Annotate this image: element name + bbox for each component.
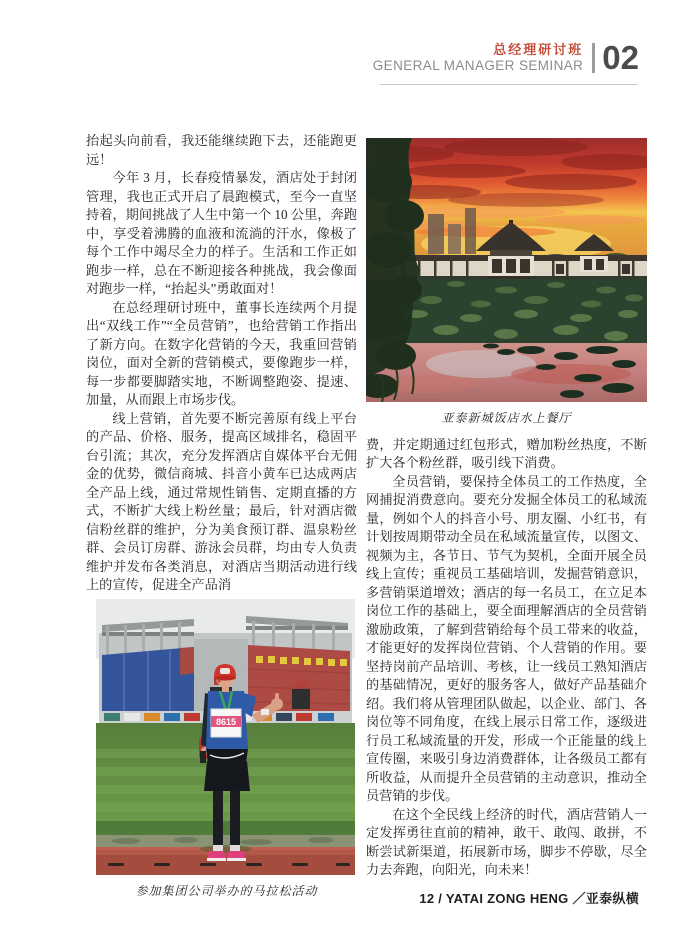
body-paragraph: 费，并定期通过红包形式，赠加粉丝热度，不断扩大各个粉丝群，吸引线下消费。 xyxy=(366,436,647,470)
seminar-title-en: GENERAL MANAGER SEMINAR xyxy=(372,57,584,73)
body-paragraph: 全员营销，要保持全体员工的工作热度，全网捕捉消费意向。要充分发掘全体员工的私域流量，例如个人的抖音小号、朋友圈、小红书，有计划按周期带动全员在私域流量宣传，以图文、视频为主，各节日、节气为契机，全面开展全员线上宣传；重视员工基础培训，发掘营销意识，多营销渠道增效；酒店的每一名员工，在立足本岗位工作的基础上，要全面理解酒店的全员营销激励政策，了解到营销给每个员工带来的收益，才能更好的发挥岗位营销、个人营销的作用。要坚持岗前产品培训、考核，让一线员工熟知酒店的基础情况，更好的服务客人，做好产品基础介绍。我们将从管理团队做起，以企业、部门、各岗位等不同角度，在线上展示日常工作，逐级进行员工私域流量的开发，形成一个正能量的线上宣传圈，来吸引身边消费群体，让各级员工都有所收益，从而提升全员营销的主动意识，推动全员营销的步伐。 xyxy=(366,473,647,803)
marathon-photo-figure xyxy=(96,599,357,901)
right-column xyxy=(366,132,647,880)
body-paragraph: 抬起头向前看，我还能继续跑下去，还能跑更远！ xyxy=(86,133,357,167)
section-page-number: 02 xyxy=(602,39,639,76)
restaurant-photo-figure xyxy=(366,138,647,428)
page-footer: 12 / YATAI ZONG HENG ／亚泰纵横 xyxy=(419,891,639,906)
body-paragraph: 线上营销，首先要不断完善原有线上平台的产品、价格、服务，提高区域排名，稳固平台引流；其次，充分发挥酒店自媒体平台无佣金的优势，微信商城、抖音小黄车已达成两店全产品上线，通过常规性销售、定期直播的方式，不断扩大线上粉丝量；最后，针对酒店微信粉丝群的维护，分为美食预订群、温泉粉丝群、会员订房群、游泳会员群，均由专人负责维护并发布各类消息，对酒店当期活动进行线上的宣传，促进全产品消 xyxy=(86,410,357,592)
race-bib-number: 8615 xyxy=(215,716,237,727)
marathon-stadium-photo xyxy=(96,599,355,875)
header-rule xyxy=(380,84,638,85)
restaurant-photo-caption: 亚泰新城饭店水上餐厅 xyxy=(441,411,572,425)
header-titles xyxy=(373,42,584,74)
left-column xyxy=(86,132,357,900)
page-header xyxy=(373,41,639,74)
seminar-title-cn: 总经理研讨班 xyxy=(493,41,584,57)
marathon-photo-caption: 参加集团公司举办的马拉松活动 xyxy=(135,883,318,898)
body-paragraph: 在这个全民线上经济的时代，酒店营销人一定发挥勇往直前的精神，敢干、敢闯、敢拼，不断尝试新渠道，拓展新市场，脚步不停歇，尽全力去奔跑，向阳光，向未来！ xyxy=(366,806,647,877)
body-paragraph: 在总经理研讨班中，董事长连续两个月提出“双线工作”“全员营销”，也给营销工作指出了新方向。在数字化营销的今天，我重回营销岗位，面对全新的营销模式，要像跑步一样，每一步都要脚踏实地，不断调整跑姿、提速、加量，从而跟上市场步伐。 xyxy=(86,299,357,407)
body-paragraph: 今年 3 月，长春疫情暴发，酒店处于封闭管理，我也正式开启了晨跑模式，至今一直坚持着，期间挑战了人生中第一个 10 公里，奔跑中，享受着沸腾的血液和流淌的汗水，像极了每个工作中竭尽全力的样子。生活和工作正如跑步一样，总在不断迎接各种挑战，我会像面对跑步一样，“抬起头”勇敢面对！ xyxy=(86,170,357,296)
header-divider xyxy=(592,43,595,73)
sunset-pond-photo xyxy=(366,138,647,402)
